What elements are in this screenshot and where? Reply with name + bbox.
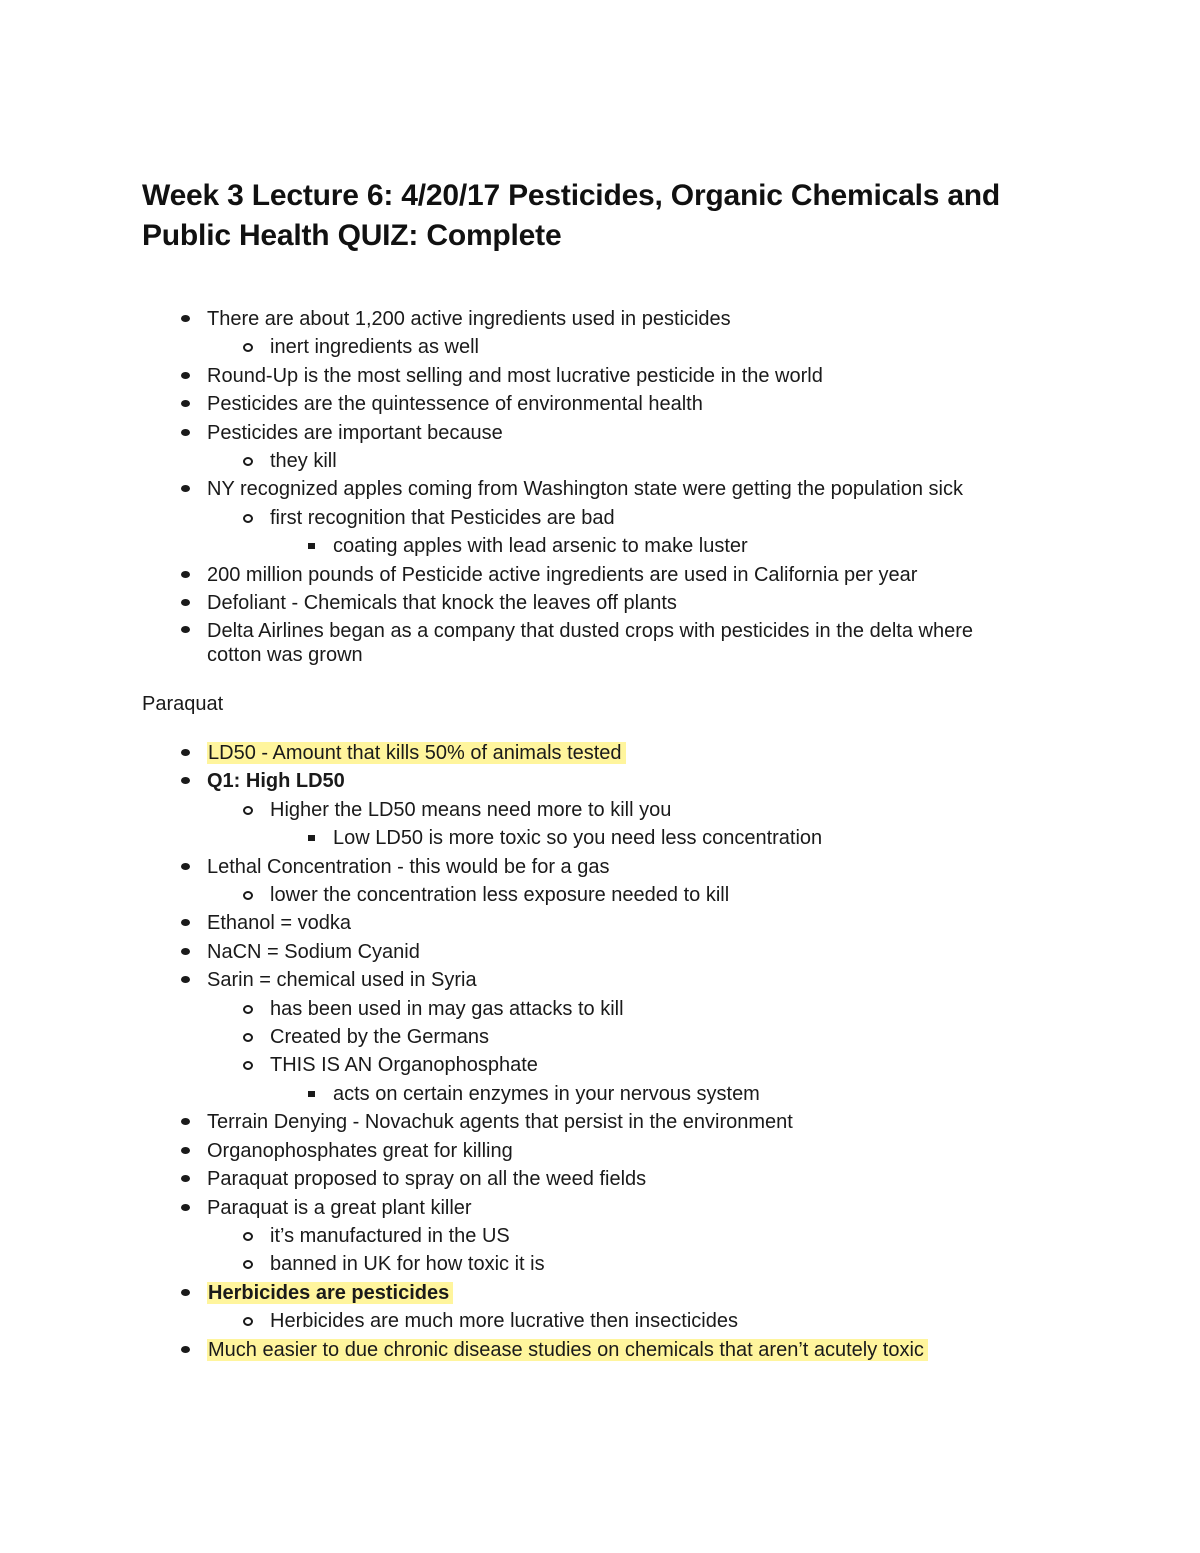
- list-item: [333, 532, 1200, 560]
- filled-disc-bullet-icon: [181, 599, 190, 606]
- list-item: [207, 938, 1200, 966]
- item-text: Paraquat proposed to spray on all the weed fields: [207, 1168, 647, 1191]
- filled-disc-bullet-icon: [181, 863, 190, 870]
- item-text: NaCN = Sodium Cyanid: [207, 940, 420, 963]
- item-text: 200 million pounds of Pesticide active ingredients are used in California per year: [207, 563, 918, 586]
- hollow-circle-bullet-icon: [243, 1033, 253, 1042]
- hollow-circle-bullet-icon: [243, 806, 253, 815]
- list-item: [207, 561, 1200, 589]
- item-text: Q1: High LD50: [207, 770, 345, 793]
- section-heading-paraquat: Paraquat: [142, 693, 224, 715]
- highlighted-item-text: LD50 - Amount that kills 50% of animals tested: [207, 742, 626, 764]
- list-item: [207, 1194, 1200, 1222]
- highlighted-item-text: Much easier to due chronic disease studies on chemicals that aren’t acutely toxic: [207, 1339, 928, 1361]
- item-text: Pesticides are the quintessence of environmental health: [207, 393, 703, 416]
- item-text: Herbicides are much more lucrative then insecticides: [270, 1310, 738, 1333]
- hollow-circle-bullet-icon: [243, 1005, 253, 1014]
- document-title: Week 3 Lecture 6: 4/20/17 Pesticides, Organic Chemicals and Public Health QUIZ: Complete: [142, 179, 1001, 252]
- hollow-circle-bullet-icon: [243, 1232, 253, 1241]
- item-text: Pesticides are important because: [207, 421, 503, 444]
- item-text: they kill: [270, 450, 337, 473]
- list-item: [207, 617, 1007, 669]
- filled-disc-bullet-icon: [181, 400, 190, 407]
- item-text: Higher the LD50 means need more to kill you: [270, 798, 672, 821]
- item-text: Created by the Germans: [270, 1026, 489, 1049]
- notes-list-paraquat: [0, 739, 1200, 1364]
- list-item: [270, 1250, 1200, 1278]
- filled-disc-bullet-icon: [181, 777, 190, 784]
- filled-disc-bullet-icon: [181, 429, 190, 436]
- list-item: [270, 796, 1200, 824]
- list-item: [270, 1051, 1200, 1079]
- list-item: [207, 589, 1200, 617]
- list-item: [207, 1336, 1200, 1364]
- list-item: [270, 447, 1200, 475]
- item-text: Delta Airlines began as a company that dusted crops with pesticides in the delta where cotton was grown: [207, 620, 973, 667]
- list-item: [270, 1307, 1200, 1335]
- filled-disc-bullet-icon: [181, 948, 190, 955]
- list-item: [270, 333, 1200, 361]
- item-text: lower the concentration less exposure needed to kill: [270, 884, 730, 907]
- list-item: [207, 909, 1200, 937]
- filled-disc-bullet-icon: [181, 976, 190, 983]
- hollow-circle-bullet-icon: [243, 343, 253, 352]
- filled-disc-bullet-icon: [181, 1204, 190, 1211]
- item-text: coating apples with lead arsenic to make luster: [333, 535, 748, 558]
- filled-disc-bullet-icon: [181, 1346, 190, 1353]
- list-item: [207, 1165, 1200, 1193]
- filled-disc-bullet-icon: [181, 919, 190, 926]
- item-text: Low LD50 is more toxic so you need less concentration: [333, 827, 823, 850]
- item-text: Sarin = chemical used in Syria: [207, 969, 477, 992]
- filled-disc-bullet-icon: [181, 749, 190, 756]
- list-item: [270, 1222, 1200, 1250]
- item-text: has been used in may gas attacks to kill: [270, 997, 624, 1020]
- list-item: [207, 1108, 1200, 1136]
- list-item: [270, 995, 1200, 1023]
- list-item: [207, 1137, 1200, 1165]
- list-item: [207, 305, 1200, 333]
- filled-disc-bullet-icon: [181, 1147, 190, 1154]
- hollow-circle-bullet-icon: [243, 891, 253, 900]
- filled-disc-bullet-icon: [181, 571, 190, 578]
- list-item: [270, 504, 1200, 532]
- filled-disc-bullet-icon: [181, 372, 190, 379]
- filled-disc-bullet-icon: [181, 315, 190, 322]
- filled-disc-bullet-icon: [181, 1118, 190, 1125]
- list-item: [270, 1023, 1200, 1051]
- square-bullet-icon: [308, 835, 315, 841]
- list-item: [207, 767, 1200, 795]
- item-text: Terrain Denying - Novachuk agents that persist in the environment: [207, 1111, 793, 1134]
- square-bullet-icon: [308, 543, 315, 549]
- hollow-circle-bullet-icon: [243, 1061, 253, 1070]
- hollow-circle-bullet-icon: [243, 457, 253, 466]
- item-text: Ethanol = vodka: [207, 912, 351, 935]
- list-item: [270, 881, 1200, 909]
- filled-disc-bullet-icon: [181, 1175, 190, 1182]
- item-text: There are about 1,200 active ingredients used in pesticides: [207, 308, 731, 330]
- list-item: [333, 824, 1200, 852]
- item-text: banned in UK for how toxic it is: [270, 1253, 545, 1276]
- notes-list-intro: [0, 305, 1200, 669]
- item-text: inert ingredients as well: [270, 336, 479, 359]
- item-text: first recognition that Pesticides are bad: [270, 506, 615, 529]
- list-item: [207, 966, 1200, 994]
- item-text: THIS IS AN Organophosphate: [270, 1054, 538, 1077]
- item-text: it’s manufactured in the US: [270, 1224, 510, 1247]
- filled-disc-bullet-icon: [181, 485, 190, 492]
- hollow-circle-bullet-icon: [243, 1260, 253, 1269]
- item-text: NY recognized apples coming from Washington state were getting the population sick: [207, 478, 963, 501]
- highlighted-item-text: Herbicides are pesticides: [207, 1282, 453, 1304]
- list-item: [207, 475, 1200, 503]
- item-text: Round-Up is the most selling and most lucrative pesticide in the world: [207, 364, 823, 387]
- hollow-circle-bullet-icon: [243, 514, 253, 523]
- item-text: Paraquat is a great plant killer: [207, 1196, 472, 1219]
- item-text: acts on certain enzymes in your nervous system: [333, 1082, 760, 1105]
- filled-disc-bullet-icon: [181, 626, 190, 633]
- list-item: [207, 419, 1200, 447]
- item-text: Lethal Concentration - this would be for a gas: [207, 855, 610, 878]
- list-item: [207, 1279, 1200, 1307]
- list-item: [207, 390, 1200, 418]
- list-item: [207, 362, 1200, 390]
- filled-disc-bullet-icon: [181, 1289, 190, 1296]
- hollow-circle-bullet-icon: [243, 1317, 253, 1326]
- list-item: [207, 853, 1200, 881]
- item-text: Defoliant - Chemicals that knock the leaves off plants: [207, 592, 677, 615]
- item-text: Organophosphates great for killing: [207, 1139, 513, 1162]
- square-bullet-icon: [308, 1091, 315, 1097]
- list-item: [333, 1080, 1200, 1108]
- list-item: [207, 739, 1200, 767]
